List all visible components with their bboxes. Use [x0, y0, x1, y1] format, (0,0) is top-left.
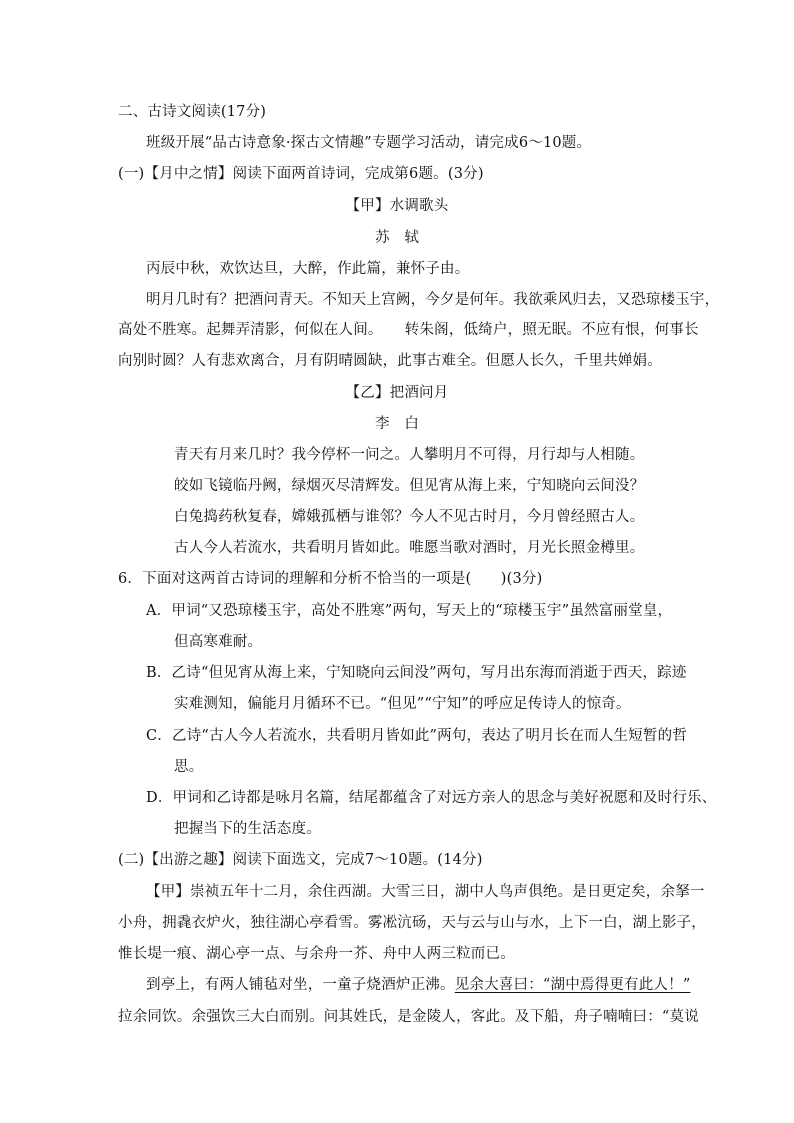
prose-line: 小舟，拥毳衣炉火，独往湖心亭看雪。雾凇沆砀，天与云与山与水，上下一白，湖上影子，: [118, 915, 706, 931]
poem-b-title: 【乙】把酒问月: [345, 385, 449, 401]
option-c-continued: 思。: [174, 759, 204, 775]
poem-b-author: 李 白: [374, 416, 420, 432]
poem-b-line: 青天有月来几时？我今停杯一问之。人攀明月不可得，月行却与人相随。: [174, 447, 645, 463]
poem-a-line: 明月几时有？把酒问青天。不知天上宫阙，今夕是何年。我欲乘风归去，又恐琼楼玉宇，: [146, 292, 720, 308]
prose-line: 惟长堤一痕、湖心亭一点、与余舟一芥、舟中人两三粒而已。: [118, 946, 515, 962]
poem-a-line: 向别时圆？人有悲欢离合，月有阴晴圆缺，此事古难全。但愿人长久，千里共婵娟。: [118, 353, 662, 369]
poem-a-line: 高处不胜寒。起舞弄清影，何似在人间。 转朱阁，低绮户，照无眠。不应有恨，何事长: [118, 322, 699, 338]
underlined-quote: 见余大喜曰：“湖中焉得更有此人！”: [454, 977, 691, 993]
option-a-continued: 但高寒难耐。: [174, 634, 263, 650]
prose-line: 【甲】崇祯五年十二月，余住西湖。大雪三日，湖中人鸟声俱绝。是日更定矣，余拏一: [146, 884, 705, 900]
option-c: C．乙诗“古人今人若流水，共看明月皆如此”两句，表达了明月长在而人生短暂的哲: [146, 728, 688, 744]
poem-a-author: 苏 轼: [374, 230, 420, 246]
option-d: D．甲词和乙诗都是咏月名篇，结尾都蕴含了对远方亲人的思念与美好祝愿和及时行乐、: [146, 790, 717, 806]
prose-text: 到亭上，有两人铺毡对坐，一童子烧酒炉正沸。: [146, 977, 455, 993]
part2-heading: (二)【出游之趣】阅读下面选文，完成7～10题。(14分): [118, 852, 483, 868]
poem-b-line: 古人今人若流水，共看明月皆如此。唯愿当歌对酒时，月光长照金樽里。: [174, 540, 645, 556]
option-b: B．乙诗“但见宵从海上来，宁知晓向云间没”两句，写月出东海而消逝于西天，踪迹: [146, 665, 687, 681]
poem-b-line: 皎如飞镜临丹阙，绿烟灭尽清辉发。但见宵从海上来，宁知晓向云间没？: [174, 478, 645, 494]
option-d-continued: 把握当下的生活态度。: [174, 821, 321, 837]
option-b-continued: 实难测知，偏能月月循环不已。“但见”“宁知”的呼应足传诗人的惊奇。: [174, 696, 631, 712]
section-intro: 班级开展“品古诗意象·探古文情趣”专题学习活动，请完成6～10题。: [146, 135, 592, 151]
question-6-stem: 6．下面对这两首古诗词的理解和分析不恰当的一项是( )(3分): [118, 571, 543, 587]
poem-a-preface: 丙辰中秋，欢饮达旦，大醉，作此篇，兼怀子由。: [146, 261, 470, 277]
prose-line: 拉余同饮。余强饮三大白而别。问其姓氏，是金陵人，客此。及下船，舟子喃喃曰：“莫说: [118, 1009, 699, 1025]
option-a: A．甲词“又恐琼楼玉宇，高处不胜寒”两句，写天上的“琼楼玉宇”虽然富丽堂皇，: [146, 603, 673, 619]
part1-heading: (一)【月中之情】阅读下面两首诗词，完成第6题。(3分): [118, 166, 484, 182]
poem-b-line: 白兔捣药秋复春，嫦娥孤栖与谁邻？今人不见古时月，今月曾经照古人。: [174, 509, 645, 525]
poem-a-title: 【甲】水调歌头: [345, 198, 449, 214]
prose-line: [146, 975, 690, 995]
section-heading: 二、古诗文阅读(17分): [118, 104, 267, 120]
